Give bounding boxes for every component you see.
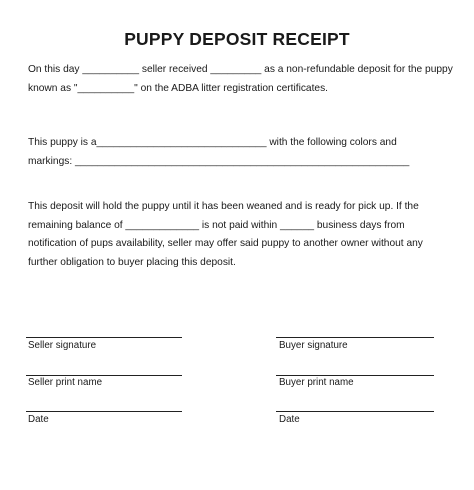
paragraph-line: notification of pups availability, seller may offer said puppy to another owner without any — [28, 238, 423, 249]
paragraph-line: markings: ___________________________________________________________ — [28, 155, 410, 167]
paragraph-line: On this day __________ seller received _________ as a non-refundable deposit for the puppy — [28, 64, 453, 75]
paragraph-line: remaining balance of _____________ is not paid within ______ business days from — [28, 219, 405, 231]
seller-date-label: Date — [28, 414, 49, 425]
paragraph-line: This deposit will hold the puppy until it has been weaned and is ready for pick up. If the — [28, 201, 419, 212]
paragraph-line: further obligation to buyer placing this deposit. — [28, 256, 236, 268]
seller-signature-line — [26, 337, 182, 338]
seller-print-name-label: Seller print name — [28, 377, 103, 388]
document-title: PUPPY DEPOSIT RECEIPT — [124, 29, 350, 49]
seller-print-name-line — [26, 375, 182, 376]
buyer-signature-line — [276, 337, 434, 338]
buyer-date-label: Date — [279, 414, 300, 425]
hold-conditions-paragraph — [28, 198, 458, 272]
seller-signature-label: Seller signature — [28, 340, 97, 351]
buyer-signature-label: Buyer signature — [279, 340, 348, 351]
seller-date-line — [26, 411, 182, 412]
buyer-date-line — [276, 411, 434, 412]
buyer-print-name-line — [276, 375, 434, 376]
paragraph-line: This puppy is a______________________________ with the following colors and — [28, 137, 397, 148]
puppy-description-paragraph — [28, 134, 458, 171]
paragraph-line: known as "__________" on the ADBA litter registration certificates. — [28, 82, 329, 94]
buyer-print-name-label: Buyer print name — [279, 377, 354, 388]
deposit-terms-paragraph — [28, 61, 458, 98]
